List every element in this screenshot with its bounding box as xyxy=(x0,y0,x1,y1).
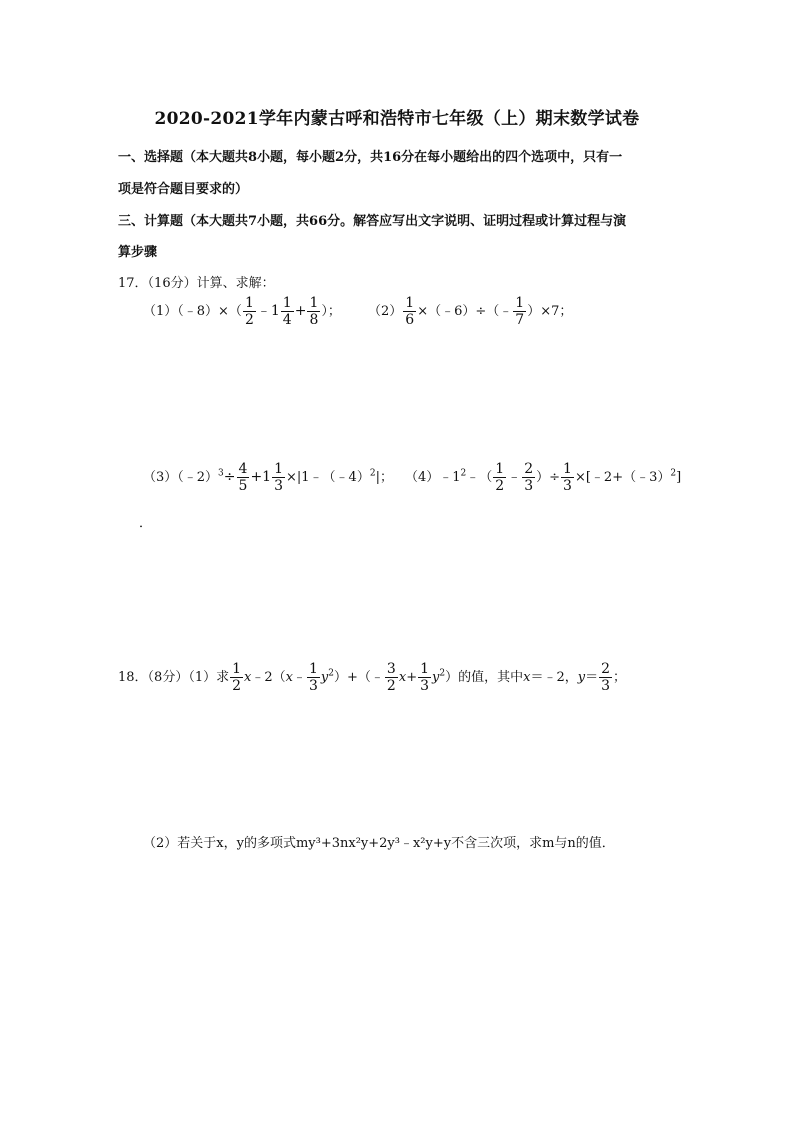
fraction-2-3: $\frac{2}{3}$ xyxy=(524,461,534,494)
fraction-1-3-d: $\frac{1}{3}$ xyxy=(420,661,430,694)
q17-p3-mid: ×|1﹣（﹣4） xyxy=(286,470,370,485)
q18-cond2: ＝ xyxy=(585,670,599,685)
q17-p4-mid1: ﹣（ xyxy=(466,470,493,485)
question-18-part-1: 18．（8分）（1）求 $\frac{1}{2}$ x﹣2（x﹣ $\frac{1}{3}$ $y^2)+(﹣$ $\frac{3}{2}$ x+ $\frac{1}{3}$ $y^2$）的值，其中x＝﹣2，y＝ $\frac{2}{3}$ ； xyxy=(118,661,627,694)
fraction-1-3-c: $\frac{1}{3}$ xyxy=(309,661,318,694)
q18-mid3: ）的值，其中 xyxy=(445,670,524,685)
question-17-part-3: （3）（﹣2）$^3$÷ $\frac{4}{5}$ +1 $\frac{1}{3}$ ×|1﹣（﹣4）$^2$|； xyxy=(143,461,393,494)
question-18-part-2: （2）若关于x，y的多项式my³+3nx²y+2y³﹣x²y+y不含三次项，求m与n的值． xyxy=(143,836,615,851)
q17-p4-mid2: ）÷ xyxy=(536,470,561,485)
fraction-1-3-b: $\frac{1}{3}$ xyxy=(563,461,572,494)
q18-header: 18．（8分）（1）求 xyxy=(118,670,230,685)
section-1-line-1: 一、选择题（本大题共8小题，每小题2分，共16分在每小题给出的四个选项中，只有一 xyxy=(118,150,623,165)
q17-p1-prefix: （1）（﹣8）×（ xyxy=(143,304,242,319)
trailing-period: ． xyxy=(139,516,153,531)
fraction-1-6: $\frac{1}{6}$ xyxy=(405,295,415,328)
fraction-1-2-c: $\frac{1}{2}$ xyxy=(232,661,242,694)
question-17-part-2 xyxy=(368,296,572,327)
q18-cond1: ＝﹣2， xyxy=(530,670,578,685)
question-17-part-1: （1）（﹣8）×（ $\frac{1}{2}$ ﹣1 $\frac{1}{4}$ + $\frac{1}{8}$ ）； xyxy=(143,295,341,328)
fraction-1-3: $\frac{1}{3}$ xyxy=(274,461,283,494)
q17-p4-mid3: ×[﹣2+（﹣3） xyxy=(574,470,671,485)
q17-p2-mid: ×（﹣6）÷（﹣ xyxy=(417,304,513,319)
q17-p2-prefix: （2） xyxy=(368,304,403,319)
q17-p4-suffix: ] xyxy=(676,470,682,485)
q17-p3-suffix: |； xyxy=(375,470,393,485)
q17-p3-prefix: （3）（﹣2） xyxy=(143,470,219,485)
fraction-3-2: $\frac{3}{2}$ xyxy=(386,661,396,694)
section-3-line-2: 算步骤 xyxy=(118,245,158,260)
fraction-1-2: $\frac{1}{2}$ xyxy=(244,295,254,328)
page-title: 2020-2021学年内蒙古呼和浩特市七年级（上）期末数学试卷 xyxy=(154,109,640,129)
question-17-header: 17．（16分）计算、求解： xyxy=(118,276,275,291)
section-1-line-2: 项是符合题目要求的） xyxy=(118,182,249,197)
q17-p4-prefix: （4）﹣1 xyxy=(405,470,461,485)
fraction-4-5: $\frac{4}{5}$ xyxy=(238,461,248,494)
fraction-1-4: $\frac{1}{4}$ xyxy=(282,295,292,328)
q17-p2-suffix: ）×7； xyxy=(527,304,573,319)
fraction-2-3-b: $\frac{2}{3}$ xyxy=(601,661,611,694)
q18-mid2: ）+（﹣ xyxy=(334,670,384,685)
fraction-1-2-b: $\frac{1}{2}$ xyxy=(495,461,505,494)
section-3-line-1: 三、计算题（本大题共7小题，共66分。解答应写出文字说明、证明过程或计算过程与演 xyxy=(118,214,627,229)
q18-mid1: ﹣2（ xyxy=(251,670,286,685)
question-17-part-4: $(4)﹣1^2﹣$（ $\frac{1}{2}$ ﹣ $\frac{2}{3}$ ）÷ $\frac{1}{3}$ ×[﹣2+（﹣3）$^2$] xyxy=(405,461,682,494)
q17-p1-suffix: ）； xyxy=(321,304,341,319)
q18-end: ； xyxy=(613,670,627,685)
fraction-1-7: $\frac{1}{7}$ xyxy=(515,295,525,328)
fraction-1-8: $\frac{1}{8}$ xyxy=(309,295,319,328)
